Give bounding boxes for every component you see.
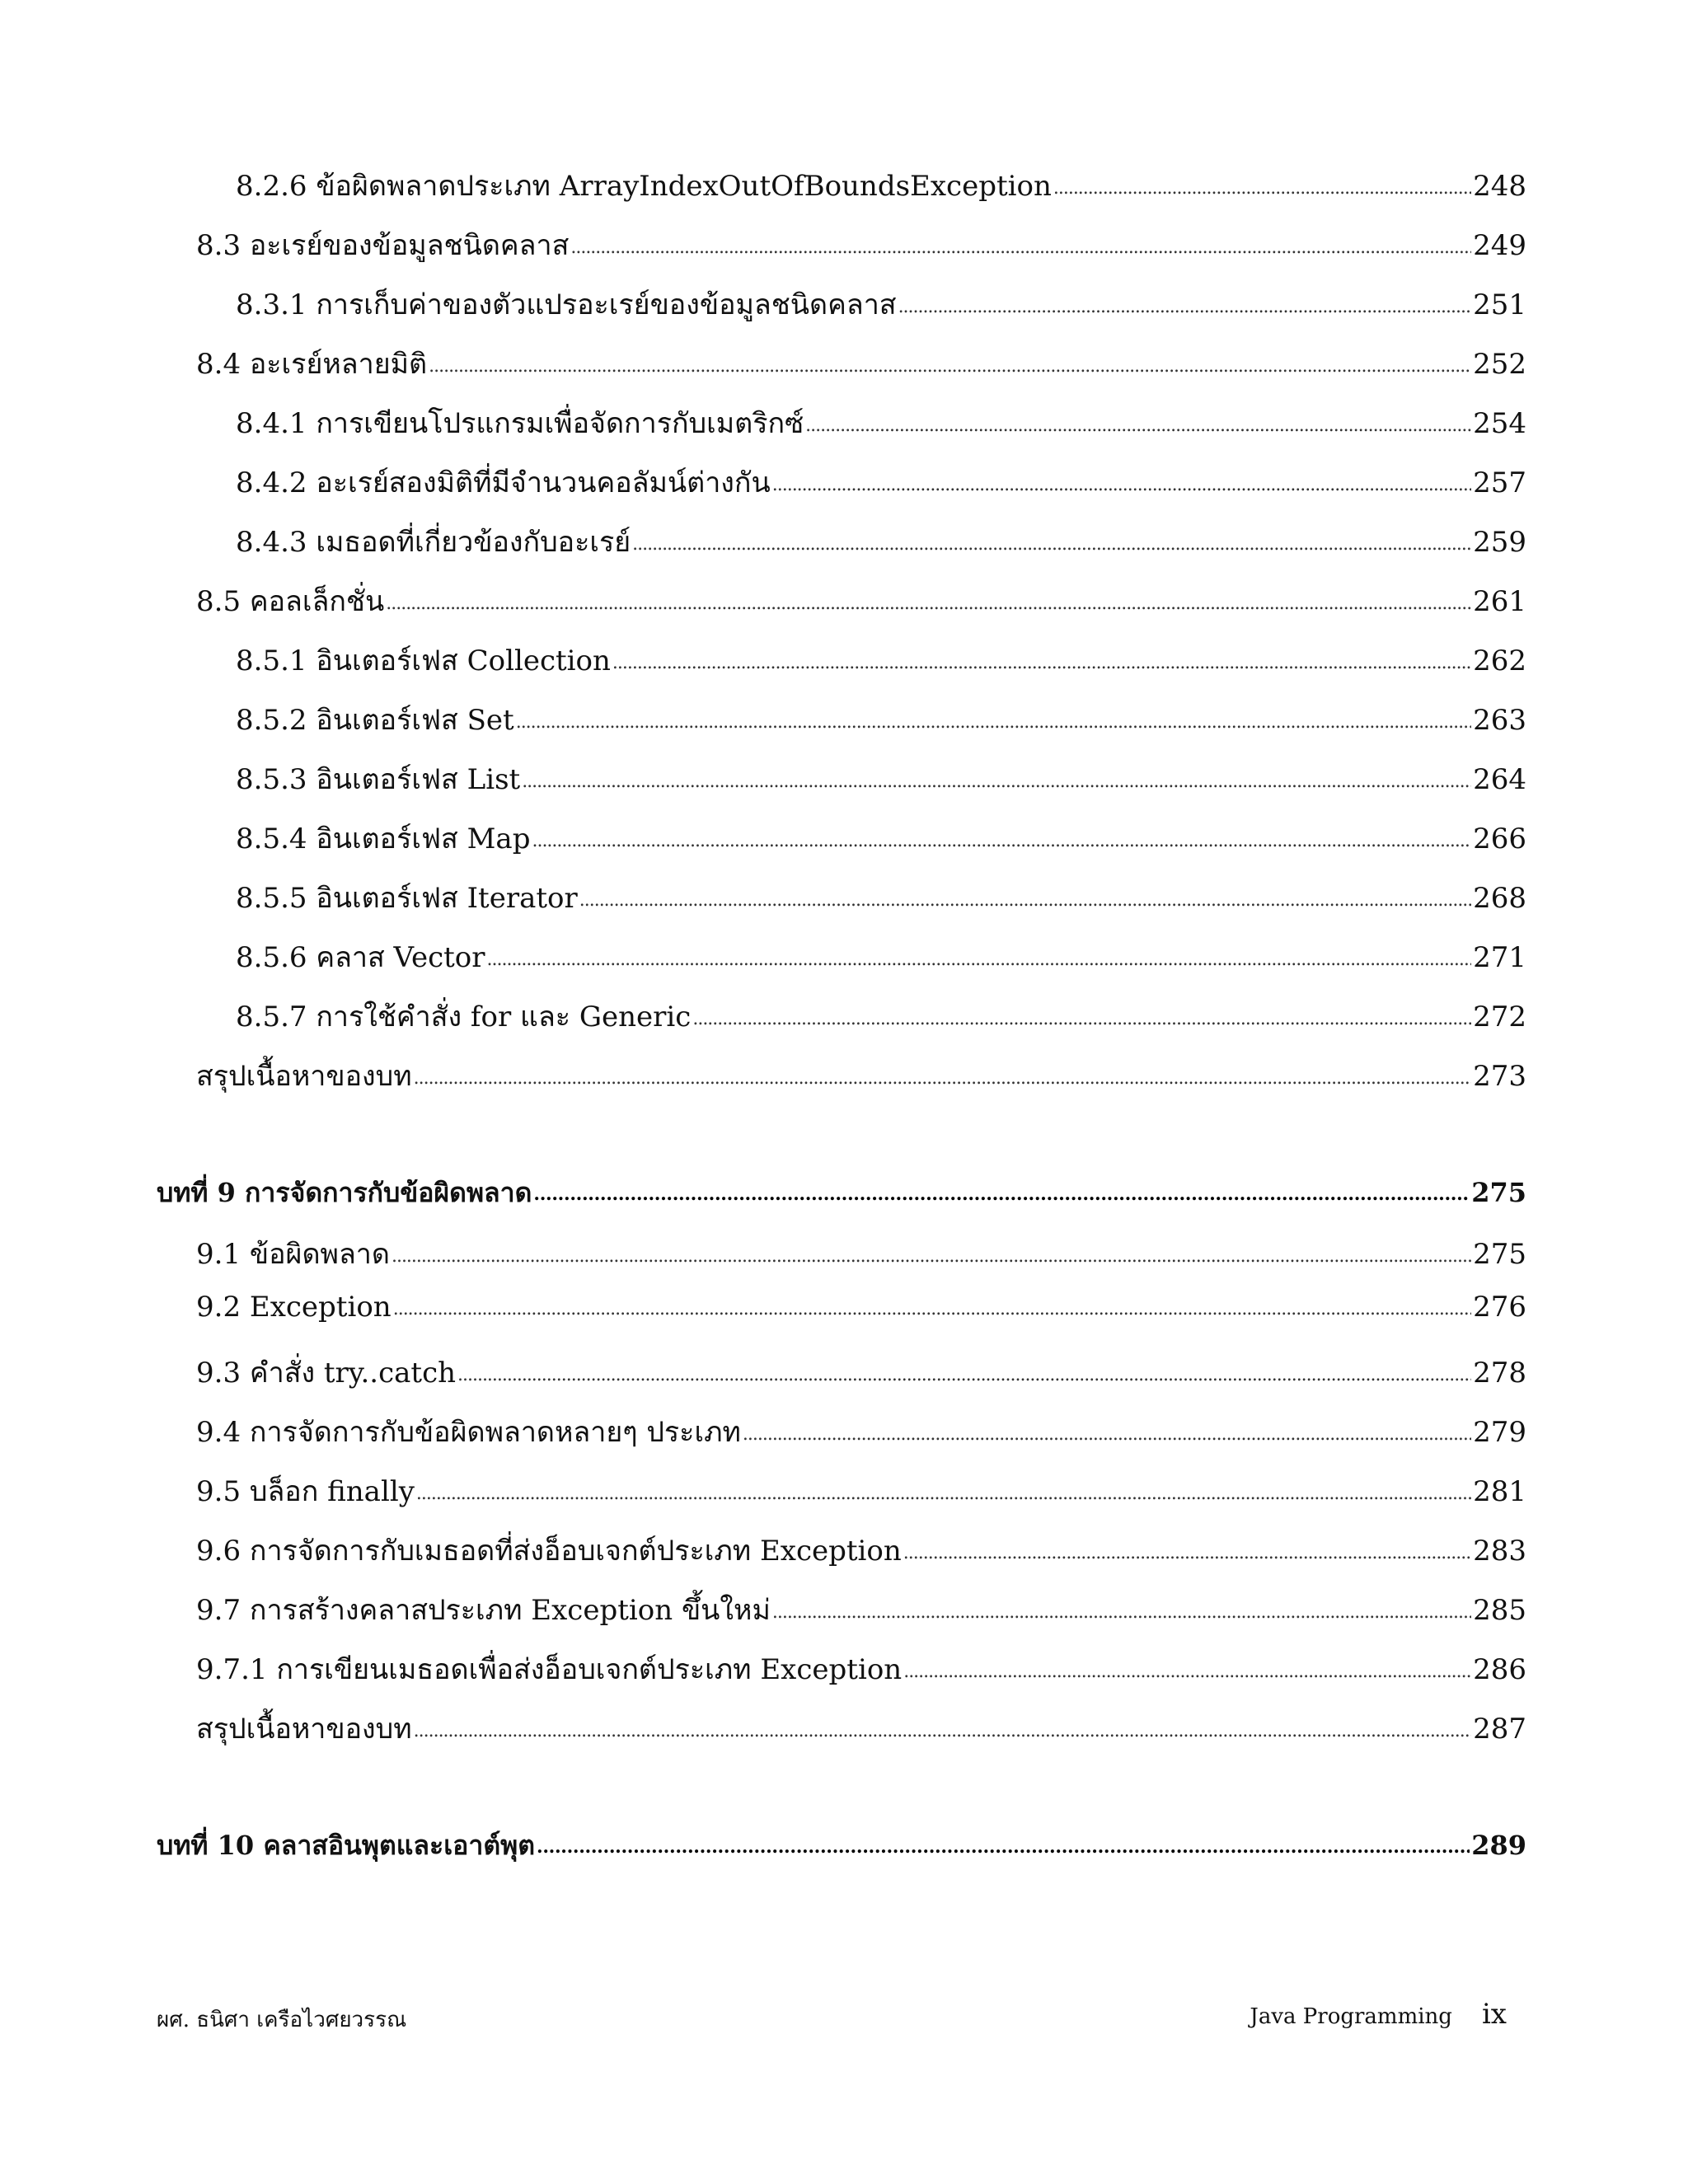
toc-entry-page: 289 (1471, 1830, 1526, 1861)
dot-leader (392, 1236, 1471, 1269)
dot-leader (414, 1711, 1471, 1744)
footer-author: ผศ. ธนิศา เครือไวศยวรรณ (157, 2008, 407, 2032)
toc-entry-page: 261 (1473, 585, 1526, 618)
toc-entry (157, 223, 1526, 267)
dot-leader (903, 1533, 1471, 1566)
toc-entry-label: 8.2.6 ข้อผิดพลาดประเภท ArrayIndexOutOfBoundsException (236, 170, 1052, 203)
toc-entry-label: สรุปเนื้อหาของบท (196, 1060, 412, 1093)
toc-entry (157, 757, 1526, 801)
dot-leader (516, 702, 1471, 735)
toc-entry (157, 935, 1526, 979)
toc-entry (157, 460, 1526, 504)
toc-entry (157, 697, 1526, 742)
footer-right (1250, 1998, 1507, 2031)
toc-entry-page: 266 (1473, 823, 1526, 855)
toc-entry (157, 1587, 1526, 1632)
dot-leader (386, 583, 1471, 616)
toc-entry (157, 519, 1526, 564)
toc-entry-label: 8.4.3 เมธอดที่เกี่ยวข้องกับอะเรย์ (236, 526, 631, 559)
dot-leader (772, 1592, 1471, 1625)
toc-entry-label: 8.5.6 คลาส Vector (236, 941, 485, 974)
dot-leader (632, 524, 1471, 557)
footer-book-title: Java Programming (1250, 2004, 1452, 2029)
toc-entry-page: 262 (1473, 644, 1526, 677)
toc-entry (157, 638, 1526, 682)
toc-entry-label: 9.1 ข้อผิดพลาด (196, 1238, 390, 1271)
toc-entry (157, 579, 1526, 623)
toc-entry-page: 264 (1473, 763, 1526, 796)
toc-entry (157, 1053, 1526, 1098)
toc-entry-page: 249 (1473, 229, 1526, 262)
dot-leader (570, 227, 1471, 260)
toc-entry-page: 263 (1473, 704, 1526, 737)
dot-leader (522, 762, 1471, 794)
toc-entry-label: 8.5 คอลเล็กชั่น (196, 585, 385, 618)
toc-entry (157, 1291, 1526, 1324)
toc-entry-label: 9.5 บล็อก finally (196, 1475, 415, 1508)
toc-entry-label: 8.5.7 การใช้คำสั่ง for และ Generic (236, 1001, 692, 1033)
toc-entry-page: 275 (1473, 1238, 1526, 1271)
toc-entry (157, 341, 1526, 386)
toc-entry (157, 1409, 1526, 1454)
toc-entry-page: 271 (1473, 941, 1526, 974)
toc-entry-label: 8.4.2 อะเรย์สองมิติที่มีจำนวนคอลัมน์ต่างกัน (236, 466, 771, 499)
dot-leader (532, 821, 1471, 854)
dot-leader (692, 999, 1471, 1032)
toc-entry-page: 278 (1473, 1357, 1526, 1390)
toc-entry (157, 1706, 1526, 1750)
toc-entry (157, 1469, 1526, 1513)
toc-entry-label: 9.6 การจัดการกับเมธอดที่ส่งอ็อบเจกต์ประเภท Exception (196, 1535, 902, 1568)
dot-leader (393, 1289, 1471, 1322)
toc-entry (157, 1528, 1526, 1572)
toc-entry (157, 1350, 1526, 1394)
toc-entry (157, 163, 1526, 208)
toc-entry-page: 286 (1473, 1653, 1526, 1686)
toc-entry-label: 8.5.1 อินเตอร์เฟส Collection (236, 644, 611, 677)
toc-entry-label: 8.3.1 การเก็บค่าของตัวแปรอะเรย์ของข้อมูลชนิดคลาส (236, 288, 897, 321)
toc-entry-page: 272 (1473, 1001, 1526, 1033)
footer-page-number: ix (1481, 1998, 1507, 2031)
dot-leader (457, 1355, 1471, 1388)
dot-leader (772, 465, 1471, 498)
toc-entry (157, 1647, 1526, 1691)
toc-entry-label: 8.5.3 อินเตอร์เฟส List (236, 763, 521, 796)
dot-leader (743, 1414, 1471, 1447)
toc-entry-page: 268 (1473, 882, 1526, 915)
toc-entry-page: 283 (1473, 1535, 1526, 1568)
dot-leader (416, 1474, 1471, 1507)
toc-chapter-entry (157, 1825, 1526, 1867)
toc-entry-page: 254 (1473, 407, 1526, 440)
toc-entry-page: 287 (1473, 1713, 1526, 1746)
dot-leader (537, 1828, 1470, 1859)
toc-entry-label: 9.7.1 การเขียนเมธอดเพื่อส่งอ็อบเจกต์ประเภท Exception (196, 1653, 903, 1686)
toc-entry-label: 8.4 อะเรย์หลายมิติ (196, 348, 428, 381)
toc-entry (157, 282, 1526, 326)
dot-leader (579, 880, 1471, 913)
toc-entry (157, 1231, 1526, 1276)
dot-leader (429, 346, 1471, 379)
toc-entry-page: 276 (1473, 1291, 1526, 1324)
toc-entry-page: 273 (1473, 1060, 1526, 1093)
dot-leader (903, 1652, 1471, 1685)
toc-entry (157, 875, 1526, 920)
dot-leader (612, 643, 1471, 676)
toc-chapter-entry (157, 1172, 1526, 1214)
toc-entry-label: บทที่ 9 การจัดการกับข้อผิดพลาด (157, 1177, 532, 1208)
toc-entry-label: 8.5.5 อินเตอร์เฟส Iterator (236, 882, 578, 915)
toc-entry (157, 401, 1526, 445)
dot-leader (533, 1175, 1470, 1207)
toc-entry-label: 8.5.2 อินเตอร์เฟส Set (236, 704, 514, 737)
toc-entry-page: 275 (1471, 1177, 1526, 1208)
toc-entry-page: 285 (1473, 1594, 1526, 1627)
toc-entry-label: 9.4 การจัดการกับข้อผิดพลาดหลายๆ ประเภท (196, 1416, 741, 1449)
toc-entry-label: 8.4.1 การเขียนโปรแกรมเพื่อจัดการกับเมตริกซ์ (236, 407, 804, 440)
toc-entry-label: สรุปเนื้อหาของบท (196, 1713, 412, 1746)
toc-entry-label: 8.3 อะเรย์ของข้อมูลชนิดคลาส (196, 229, 570, 262)
toc-entry-label: 9.7 การสร้างคลาสประเภท Exception ขึ้นใหม่ (196, 1594, 771, 1627)
toc-entry-page: 252 (1473, 348, 1526, 381)
toc-entry-label: 9.2 Exception (196, 1291, 392, 1324)
toc-entry (157, 816, 1526, 860)
toc-entry-page: 257 (1473, 466, 1526, 499)
toc-entry-label: บทที่ 10 คลาสอินพุตและเอาต์พุต (157, 1830, 535, 1861)
dot-leader (414, 1058, 1471, 1091)
dot-leader (898, 287, 1472, 320)
dot-leader (487, 940, 1472, 972)
dot-leader (805, 405, 1471, 438)
toc-entry-page: 248 (1473, 170, 1526, 203)
toc-entry-page: 251 (1473, 288, 1526, 321)
toc-entry-label: 9.3 คำสั่ง try..catch (196, 1357, 457, 1390)
toc-entry (157, 994, 1526, 1038)
toc-entry-page: 259 (1473, 526, 1526, 559)
dot-leader (1053, 168, 1471, 201)
toc-entry-label: 8.5.4 อินเตอร์เฟส Map (236, 823, 531, 855)
toc-entry-page: 279 (1473, 1416, 1526, 1449)
toc-entry-page: 281 (1473, 1475, 1526, 1508)
